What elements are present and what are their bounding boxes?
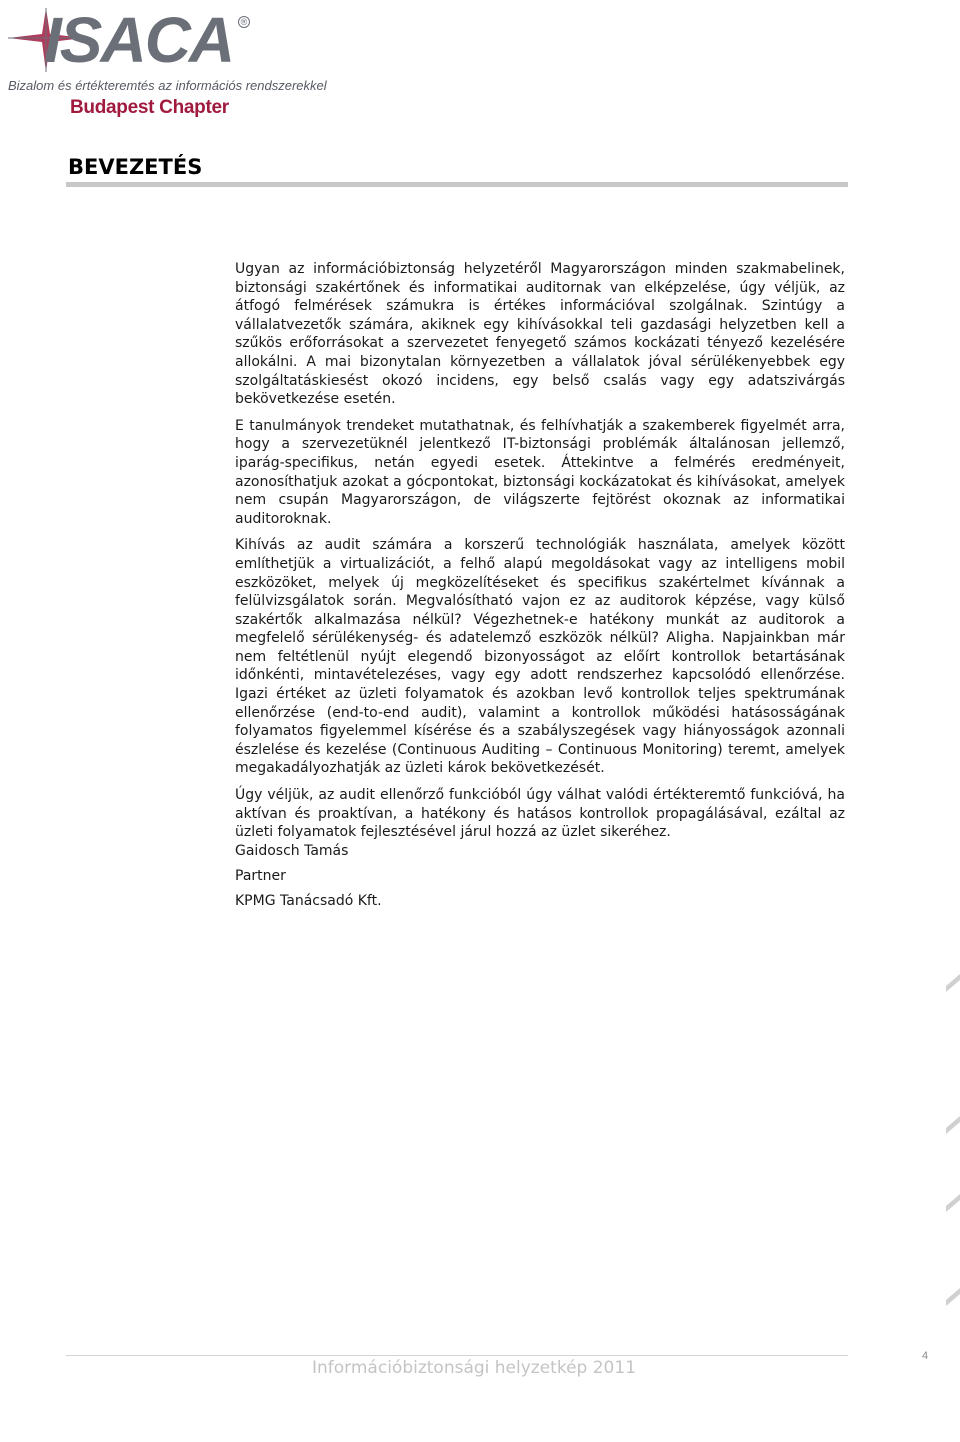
signature-name: Gaidosch Tamás — [235, 843, 349, 859]
title-underline — [66, 182, 848, 187]
paragraph-4: Úgy véljük, az audit ellenőrző funkcióból úgy válhat valódi értékteremtő funkcióvá, ha aktívan és proaktívan, a hatékony és hatásos kontrollok propagálásával, ezáltal az üzleti folyamatok fejlesztésével járul hozzá az üzlet sikeréhez. — [235, 787, 845, 841]
paragraph-2: E tanulmányok trendeket mutathatnak, és felhívhatják a szakemberek figyelmét arra, hogy a szervezetüknél jelentkező IT-biztonsági problémák általánosan jellemző, iparág-specifikus, netán egyedi esetek. Áttekintve a felmérés eredményeit, azonosíthatjuk azokat a gócpontokat, biztonsági kockázatokat és kihívásokat, amelyek nem csupán Magyarországon, de világszerte fejtörést okoznak az informatikai auditoroknak. — [235, 417, 845, 527]
registered-mark-icon: ® — [238, 16, 250, 28]
signature-company: KPMG Tanácsadó Kft. — [235, 893, 382, 909]
body-text — [235, 260, 845, 850]
signature-role: Partner — [235, 868, 286, 884]
section-title: BEVEZETÉS — [68, 155, 203, 179]
paragraph-1: Ugyan az információbiztonság helyzetéről Magyarországon minden szakmabelinek, biztonsági szakértőnek és informatikai auditornak van elképzelése, úgy véljük, az átfogó felmérések számukra is értékes információval szolgálnak. Szintúgy a vállalatvezetők számára, akiknek egy kihívásokkal teli gazdasági helyzetben kell a szűkös erőforrásokat a szervezetet fenyegető számos kockázati tényező kezelésére allokálni. A mai bizonytalan környezetben a vállalatok jóval sérülékenyebbek egy szolgáltatáskiesést okozó incidens, egy belső csalás vagy egy adatszivárgás bekövetkezése esetén. — [235, 261, 845, 408]
decorative-side-marks — [940, 960, 960, 1340]
logo-wordmark: ISACA — [44, 4, 234, 76]
isaca-logo — [6, 4, 327, 124]
page-number: 4 — [922, 1350, 929, 1362]
footer-rule — [66, 1355, 848, 1356]
signature-block — [235, 842, 382, 917]
footer-title: Információbiztonsági helyzetkép 2011 — [312, 1358, 637, 1378]
logo-tagline: Bizalom és értékteremtés az információs rendszerekkel — [8, 78, 327, 93]
paragraph-3: Kihívás az audit számára a korszerű technológiák használata, amelyek között említhetjük a virtualizációt, a felhő alapú megoldásokat vagy az intelligens mobil eszközöket, melyek új megközelítéseket és specifikus szakértelmet kívánnak a felülvizsgálatok során. Megvalósítható vajon ez az auditorok képzése, vagy külső szakértők alkalmazása nélkül? Végezhetnek-e hatékony munkát az auditorok a megfelelő sérülékenység- és adatelemző eszközök nélkül? Aligha. Napjainkban már nem feltétlenül nyújt elegendő bizonyosságot az előírt kontrollok betartásának időnkénti, mintavételezéses, vagy egy adott rendszerhez kapcsolódó ellenőrzése. Igazi értéket az üzleti folyamatok és azokban levő kontrollok teljes spektrumának ellenőrzése (end-to-end audit), valamint a kontrollok működési hatásosságának folyamatos figyelemmel kísérése és a szabályszegések vagy hiányosságok azonnali észlelése és kezelése (Continuous Auditing – Continuous Monitoring) teremt, amelyek megakadályozhatják az üzleti károk bekövetkezését. — [235, 537, 845, 777]
chapter-name: Budapest Chapter — [70, 97, 229, 118]
